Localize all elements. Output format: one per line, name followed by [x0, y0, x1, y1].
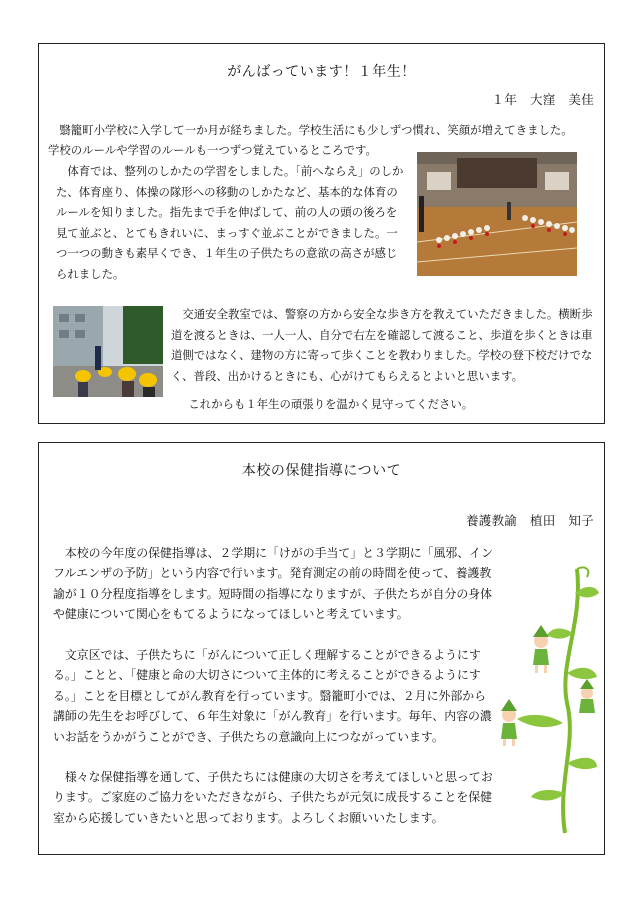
article-box-first-graders — [38, 43, 605, 424]
article-author: 養護教諭 植田 知子 — [465, 513, 594, 528]
fairy-bottom — [501, 699, 517, 746]
article-author: １年 大窪 美佳 — [491, 92, 594, 107]
fairy-top — [533, 625, 549, 673]
paragraph-pe-lesson: 体育では、整列のしかたの学習をしました。「前へならえ」のしかた、体育座り、体操の隊形への移動のしかたなど、基本的な体育のルールを知りました。指先まで手を伸ばして、前の人の頭の後ろを見て並ぶと、とてもきれいに、まっすぐ並ぶことができました。一つ一つの動きも素早くでき、１年生の子供たちの意欲の高さが感じられました。 — [56, 164, 404, 281]
beanstalk-fairies-illustration — [487, 563, 599, 841]
traffic-safety-photo — [53, 306, 163, 397]
gym-lineup-photo — [417, 152, 577, 276]
paragraph-cancer-education: 文京区では、子供たちに「がんについて正しく理解することができるようにする。」ことと、「健康と命の大切さについて主体的に考えることができるようにする。」ことを目標としてがん教育を行っています。翳籠町小では、２月に外部から講師の先生をお呼びして、６年生対象に「がん教育」を行います。毎年、内容の濃いお話をうかがうことができ、子供たちの意識向上につながっています。 — [53, 648, 492, 744]
paragraph-closing: これからも１年生の頑張りを温かく見守ってください。 — [177, 397, 474, 411]
paragraph-intro-line1: 翳籠町小学校に入学して一か月が経ちました。学校生活にも少しずつ慣れ、笑顔が増えてきました。 — [48, 123, 573, 137]
paragraph-health-plan: 本校の今年度の保健指導は、２学期に「けがの手当て」と３学期に「風邪、インフルエンザの予防」という内容で行います。発育測定の前の時間を使って、養護教諭が１０分程度指導をします。短時間の指導になりますが、子供たちが自分の身体や健康について関心をもてるようになってほしいと考えています。 — [53, 546, 493, 622]
article-title: 本校の保健指導について — [241, 463, 402, 479]
article-box-health-guidance — [38, 442, 605, 855]
fairy-middle — [579, 679, 595, 713]
paragraph-closing: 様々な保健指導を通して、子供たちには健康の大切さを考えてほしいと思っております。ご家庭のご協力をいただきながら、子供たちが元気に成長することを保健室から応援していきたいと思っております。よろしくお願いいたします。 — [53, 770, 493, 825]
article-title: がんばっています！１年生！ — [227, 64, 416, 80]
paragraph-traffic-safety: 交通安全教室では、警察の方から安全な歩き方を教えていただきました。横断歩道を渡るときは、一人一人、自分で右左を確認して渡ること、歩道を歩くときは車道側ではなく、建物の方に寄って歩くことを教わりました。学校の登下校だけでなく、普段、出かけるときにも、心がけてもらえるとよいと思います。 — [171, 307, 593, 383]
paragraph-intro-line2: 学校のルールや学習のルールも一つずつ覚えているところです。 — [48, 143, 377, 157]
